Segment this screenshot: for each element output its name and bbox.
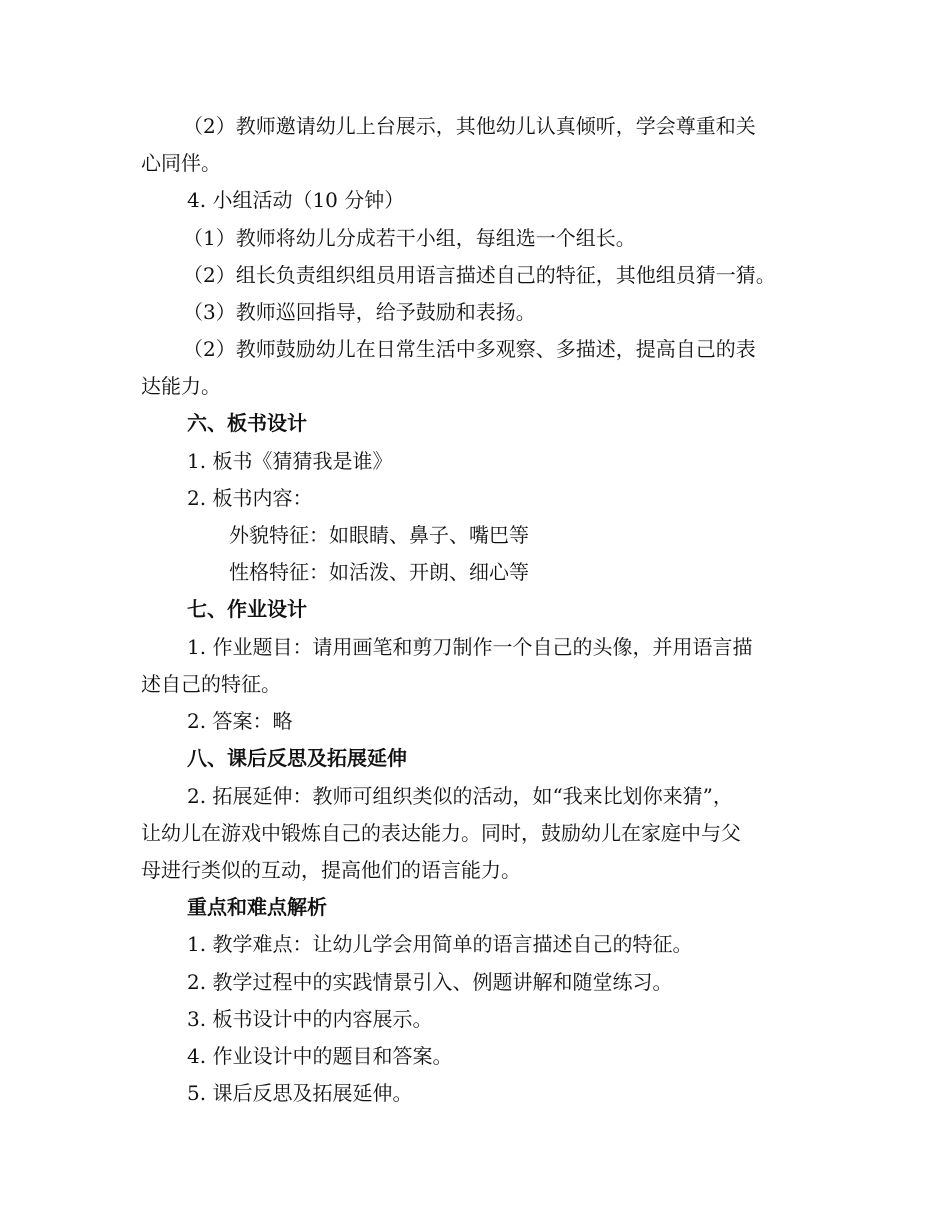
section-heading: 八、课后反思及拓展延伸 xyxy=(187,746,407,770)
list-item: 3. 板书设计中的内容展示。 xyxy=(187,1007,433,1031)
list-item: （1）教师将幼儿分成若干小组，每组选一个组长。 xyxy=(183,226,636,250)
section-heading: 七、作业设计 xyxy=(187,597,307,621)
paragraph-line: 母进行类似的互动，提高他们的语言能力。 xyxy=(141,858,521,882)
list-item: 1. 教学难点：让幼儿学会用简单的语言描述自己的特征。 xyxy=(187,932,693,956)
list-subitem: 性格特征：如活泼、开朗、细心等 xyxy=(229,560,529,584)
list-item: （3）教师巡回指导，给予鼓励和表扬。 xyxy=(183,300,536,324)
list-item: 1. 作业题目：请用画笔和剪刀制作一个自己的头像，并用语言描 xyxy=(187,635,753,659)
paragraph-line: 心同伴。 xyxy=(141,151,221,175)
paragraph-line: 达能力。 xyxy=(141,374,221,398)
paragraph-line: 述自己的特征。 xyxy=(141,672,281,696)
list-item: 2. 拓展延伸：教师可组织类似的活动，如“我来比划你来猜”， xyxy=(187,784,733,808)
list-item: 2. 板书内容： xyxy=(187,486,313,510)
list-item: （2）组长负责组织组员用语言描述自己的特征，其他组员猜一猜。 xyxy=(183,263,776,287)
list-item: 4. 小组活动（10 分钟） xyxy=(187,188,405,212)
paragraph-line: （2）教师邀请幼儿上台展示，其他幼儿认真倾听，学会尊重和关 xyxy=(183,114,756,138)
list-item: 4. 作业设计中的题目和答案。 xyxy=(187,1044,453,1068)
list-item: 2. 教学过程中的实践情景引入、例题讲解和随堂练习。 xyxy=(187,970,673,994)
paragraph-line: 让幼儿在游戏中锻炼自己的表达能力。同时，鼓励幼儿在家庭中与父 xyxy=(141,821,741,845)
list-subitem: 外貌特征：如眼睛、鼻子、嘴巴等 xyxy=(229,523,529,547)
section-heading: 重点和难点解析 xyxy=(187,895,327,919)
section-heading: 六、板书设计 xyxy=(187,411,307,435)
list-item: 2. 答案：略 xyxy=(187,709,293,733)
list-item: 5. 课后反思及拓展延伸。 xyxy=(187,1081,413,1105)
list-item: 1. 板书《猜猜我是谁》 xyxy=(187,449,393,473)
paragraph-line: （2）教师鼓励幼儿在日常生活中多观察、多描述，提高自己的表 xyxy=(183,337,756,361)
